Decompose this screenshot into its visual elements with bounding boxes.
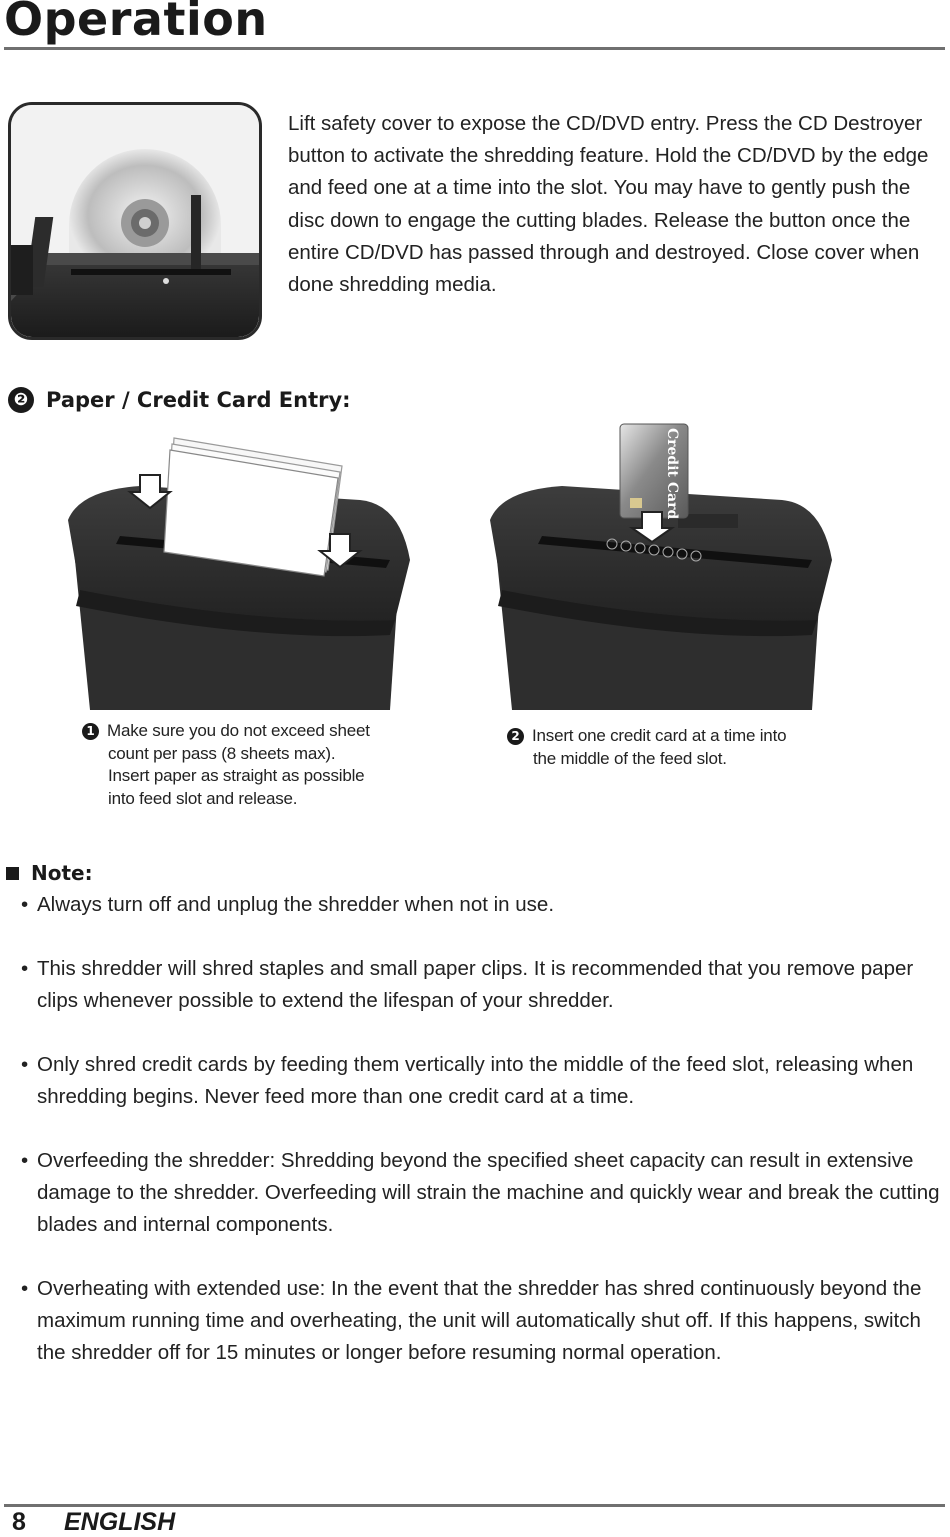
note-item: • Overfeeding the shredder: Shredding beyond the specified sheet capacity can result in extensive damage to the shredder. Overfeeding will strain the machine and quickly wear and break the cutting blades and internal components. [21,1145,946,1242]
note-item: • Always turn off and unplug the shredder when not in use. [21,889,946,921]
note-item: • This shredder will shred staples and small paper clips. It is recommended that you remove paper clips whenever possible to extend the lifespan of your shredder. [21,953,946,1017]
footer-divider [4,1504,945,1507]
paper-card-heading [8,387,351,413]
page-title: Operation [4,0,268,46]
note-item: • Overheating with extended use: In the event that the shredder has shred continuously beyond the maximum running time and overheating, the unit will automatically shut off. If this happens, switch the shredder off for 15 minutes or longer before resuming normal operation. [21,1273,946,1370]
step-2-caption: 2 Insert one credit card at a time into the middle of the feed slot. [507,725,847,770]
bullet-icon: • [21,957,29,980]
bullet-icon: • [21,893,29,916]
note-heading-text: Note: [31,861,93,885]
note-item: • Only shred credit cards by feeding them vertically into the middle of the feed slot, releasing when shredding begins. Never feed more than one credit card at a time. [21,1049,946,1113]
section-number-badge: ❷ [8,387,34,413]
square-bullet-icon [6,867,19,880]
step-1-caption: 1 Make sure you do not exceed sheet count per pass (8 sheets max). Insert paper as straight as possible into feed slot and release. [82,720,422,810]
bullet-icon: • [21,1053,29,1076]
bullet-icon: • [21,1149,29,1172]
cd-instructions: Lift safety cover to expose the CD/DVD entry. Press the CD Destroyer button to activate the shredding feature. Hold the CD/DVD by the edge and feed one at a time into the slot. You may have to gently push the disc down to engage the cutting blades. Release the button once the entire CD/DVD has passed through and destroyed. Close cover when done shredding media. [288,112,929,297]
section-heading-text: Paper / Credit Card Entry: [46,388,351,412]
bullet-icon: • [21,1277,29,1300]
footer-language: ENGLISH [64,1508,176,1536]
paper-entry-illustration [60,420,420,710]
cd-shredding-photo [8,102,262,340]
credit-card-entry-illustration [482,420,842,710]
page-number: 8 [12,1508,26,1536]
credit-card-label: Credit Card [664,428,680,520]
note-heading [6,861,93,885]
step-2-badge: 2 [507,728,524,745]
step-1-badge: 1 [82,723,99,740]
title-divider [4,47,945,50]
